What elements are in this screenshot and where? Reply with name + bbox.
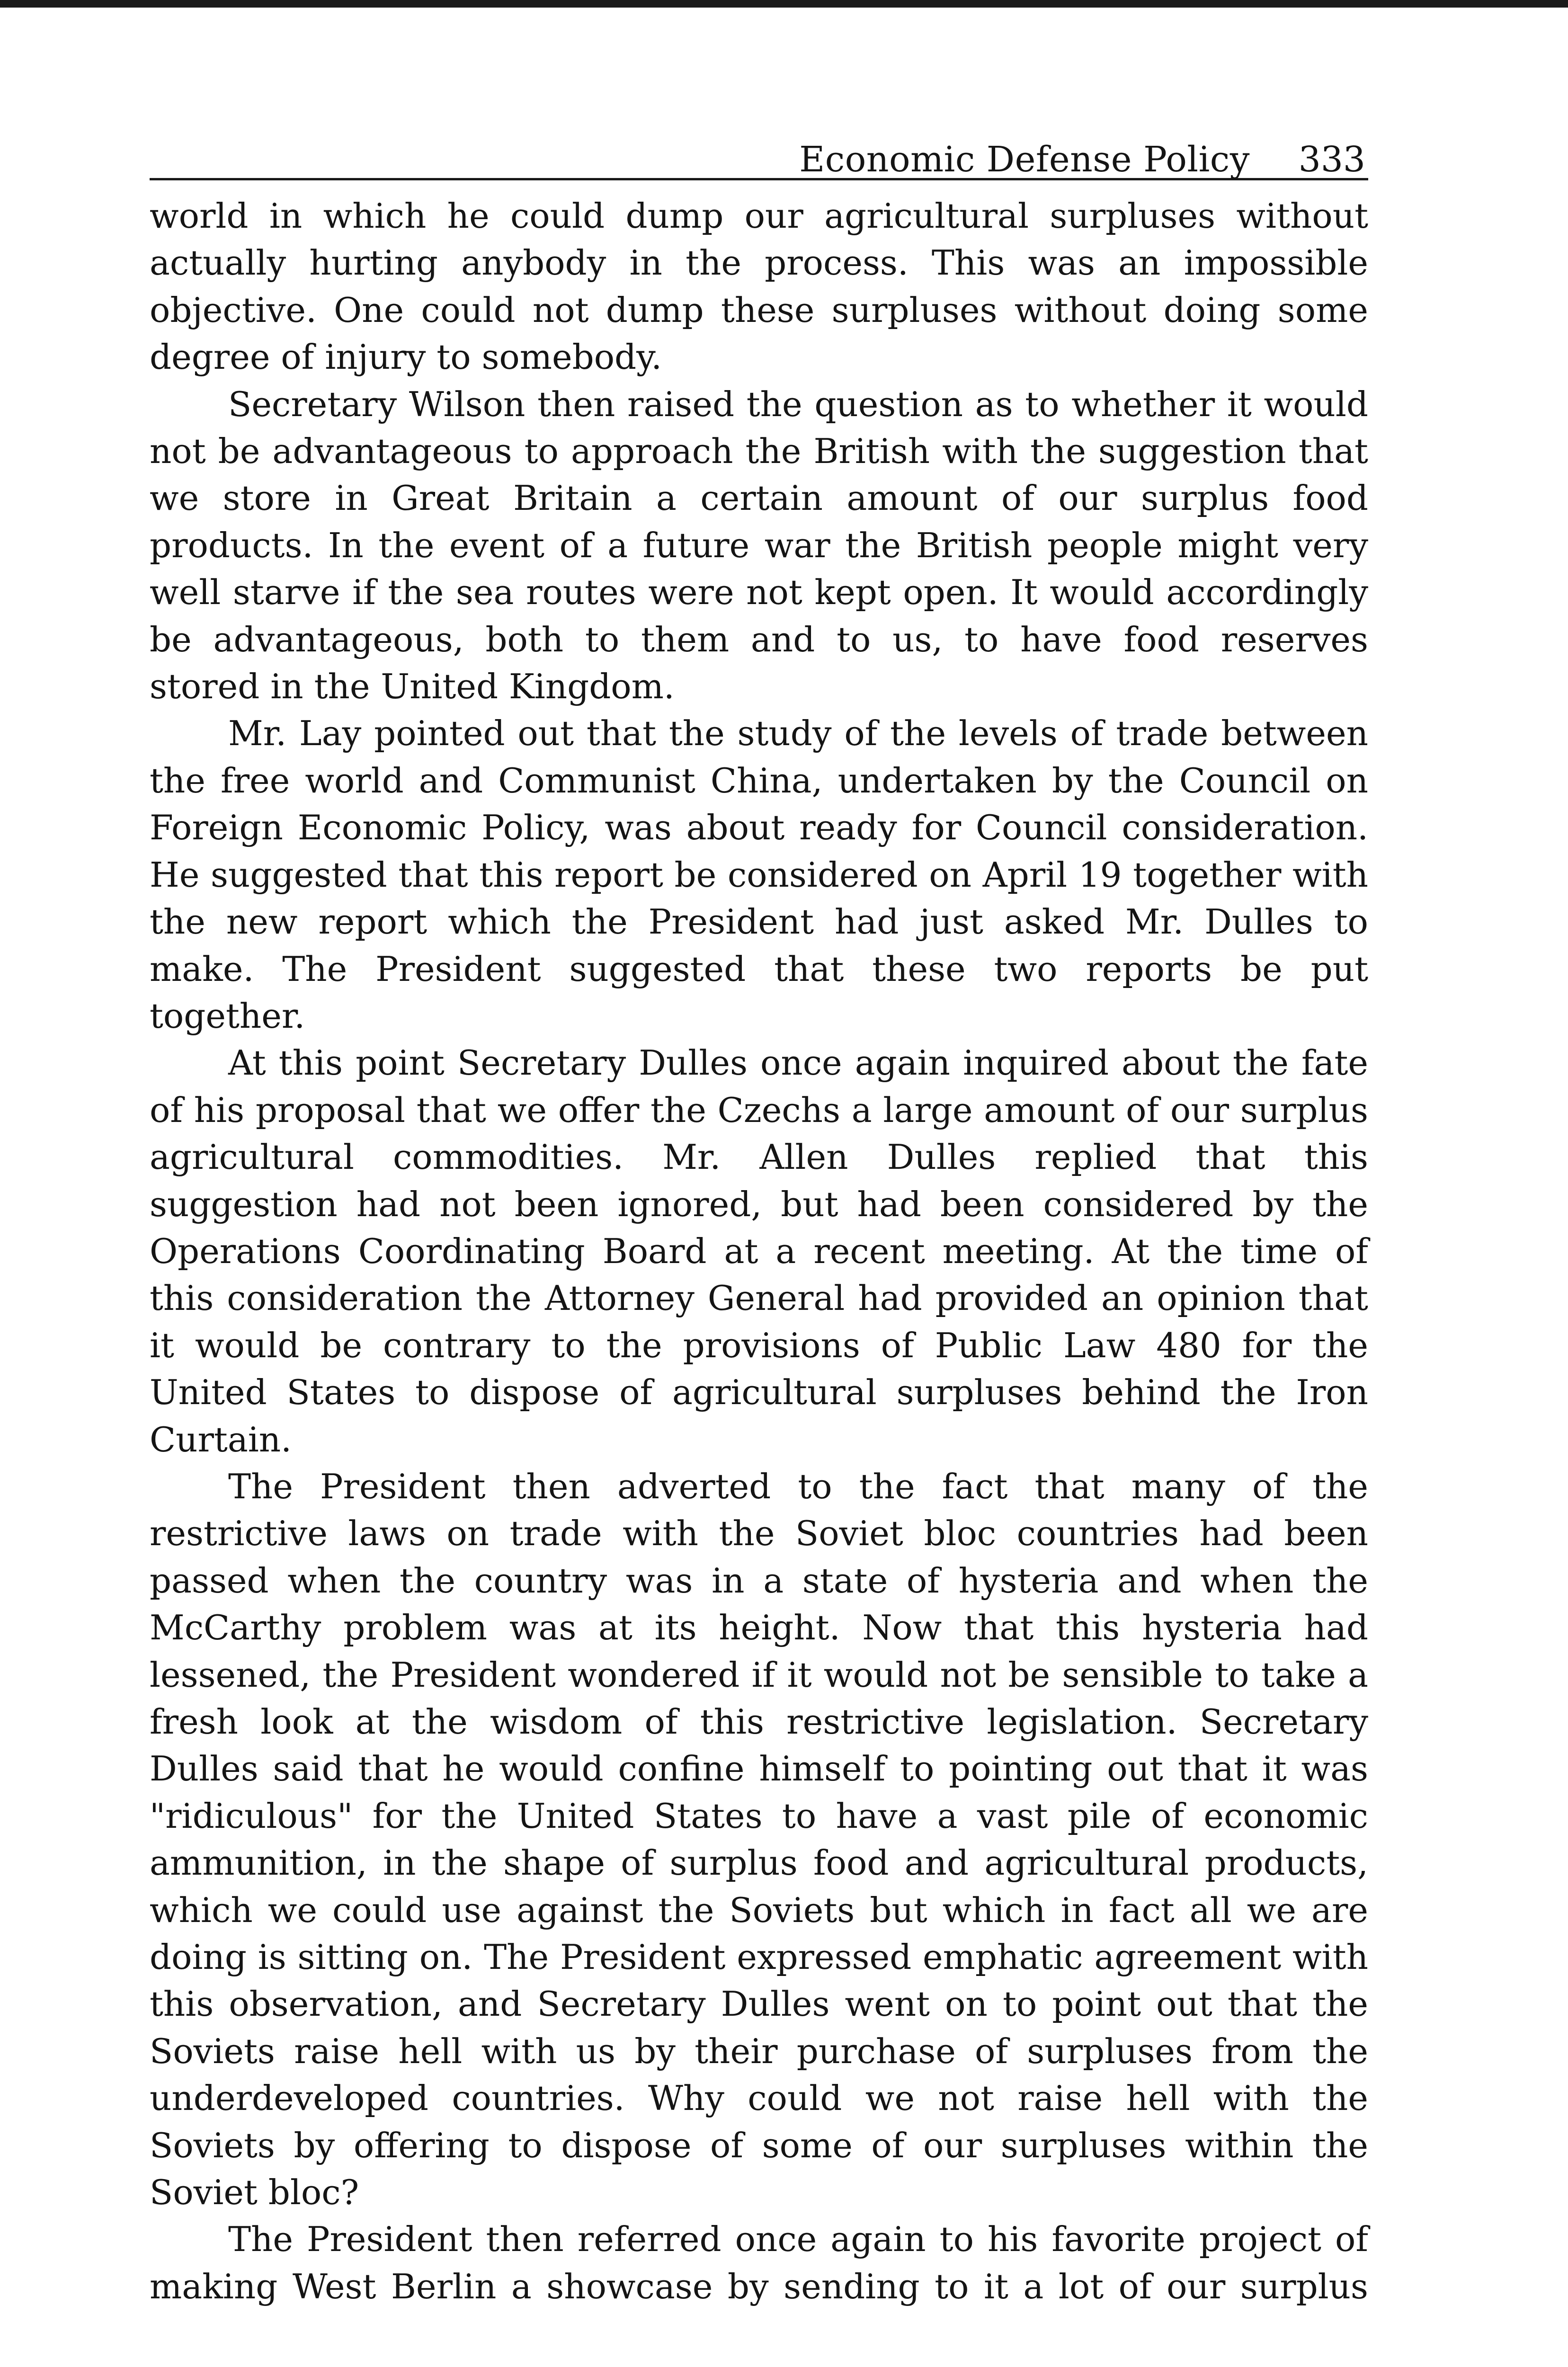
running-header-title: Economic Defense Policy xyxy=(799,139,1250,180)
running-header xyxy=(150,133,1368,180)
paragraph-west-berlin: The President then referred once again to his favorite project of making West Berlin a showcase by sending to it a lot of our surplus xyxy=(150,2219,1368,2306)
paragraph-czechs: At this point Secretary Dulles once again inquired about the fate of his proposal that we offer the Czechs a large amount of our surplus agricultural commodities. Mr. Allen Dulles replied that this suggestion had not been ignored, but had been considered by the Operations Coordinating Board at a recent meeting. At the time of this consideration the Attorney General had provided an opinion that it would be contrary to the provisions of Public Law 480 for the United States to dispose of agricultural surpluses behind the Iron Curtain. xyxy=(150,1043,1368,1459)
body-text xyxy=(150,193,1368,2310)
paragraph-continued: world in which he could dump our agricultural surpluses without actually hurting anybody in the process. This was an impossible objective. One could not dump these surpluses without doing some degree of injury to somebody. xyxy=(150,196,1368,377)
page-number: 333 xyxy=(1298,139,1365,180)
paragraph-restrictive-laws: The President then adverted to the fact that many of the restrictive laws on trade with the Soviet bloc countries had been passed when the country was in a state of hysteria and when the McCarthy problem was at its height. Now that this hysteria had lessened, the President wondered if it would not be sensible to take a fresh look at the wisdom of this restrictive legislation. Secretary Dulles said that he would confine himself to pointing out that it was "ridiculous" for the United States to have a vast pile of economic ammunition, in the shape of surplus food and agricultural products, which we could use against the Soviets but which in fact all we are doing is sitting on. The President expressed emphatic agreement with this observation, and Secretary Dulles went on to point out that the Soviets raise hell with us by their purchase of surpluses from the underdeveloped countries. Why could we not raise hell with the Soviets by offering to dispose of some of our surpluses within the Soviet bloc? xyxy=(150,1466,1368,2213)
book-page xyxy=(150,133,1368,2310)
paragraph-lay: Mr. Lay pointed out that the study of the levels of trade between the free world and Communist China, undertaken by the Council on Foreign Economic Policy, was about ready for Council consideration. He suggested that this report be considered on April 19 together with the new report which the President had just asked Mr. Dulles to make. The President suggested that these two reports be put together. xyxy=(150,713,1368,1036)
page-top-border xyxy=(0,0,1568,8)
paragraph-wilson: Secretary Wilson then raised the question as to whether it would not be advantageous to approach the British with the suggestion that we store in Great Britain a certain amount of our surplus food products. In the event of a future war the British people might very well starve if the sea routes were not kept open. It would accordingly be advantageous, both to them and to us, to have food reserves stored in the United Kingdom. xyxy=(150,384,1368,707)
